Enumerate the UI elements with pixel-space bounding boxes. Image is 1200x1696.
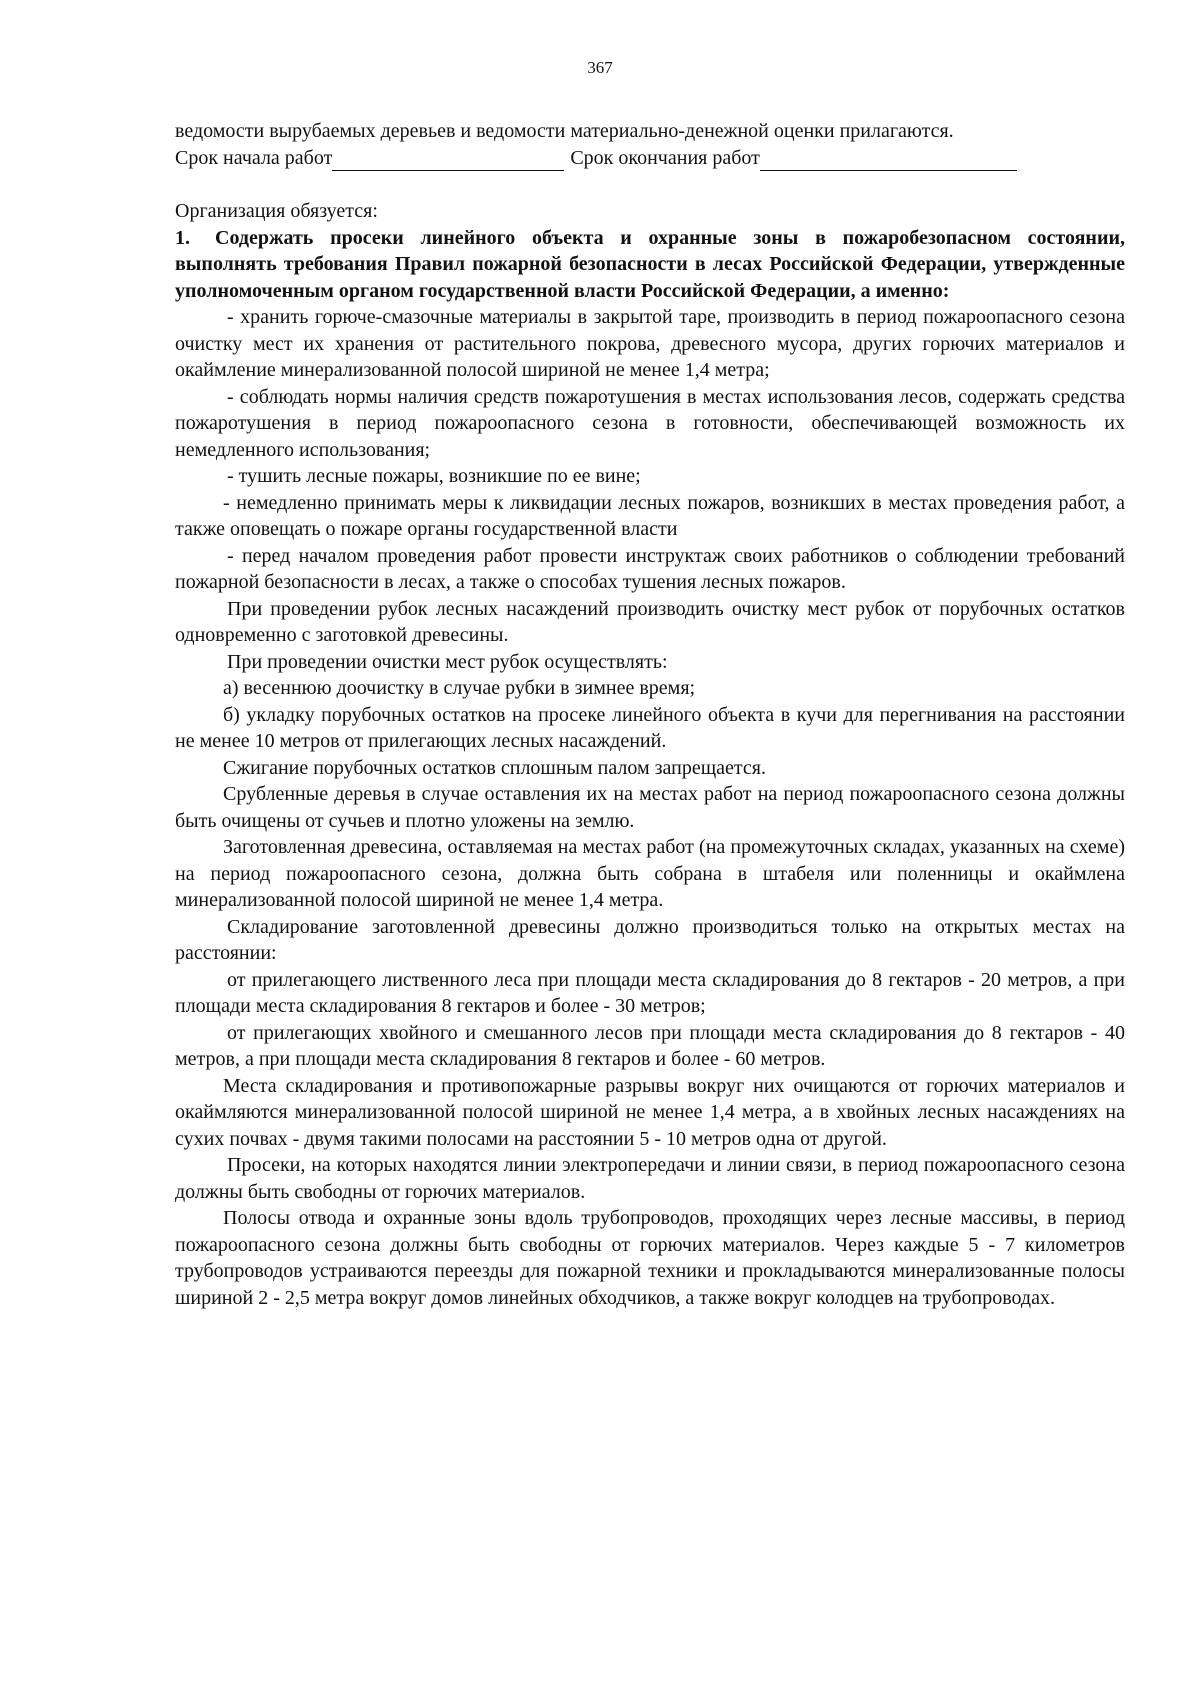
clause-text: Содержать просеки линейного объекта и охранные зоны в пожаробезопасном состоянии, выполнять требования Правил пожарной безопасности в лесах Российской Федерации, утвержденные уполномоченным органом государственной власти Российской Федерации, а именно:	[175, 226, 1125, 302]
paragraph: а) весеннюю доочистку в случае рубки в зимнее время;	[223, 677, 696, 699]
paragraph: Полосы отвода и охранные зоны вдоль трубопроводов, проходящих через лесные массивы, в период пожароопасного сезона должны быть свободны от горючих материалов. Через каждые 5 - 7 километров трубопроводов устраиваются переезды для пожарной техники и прокладываются минерализованные полосы шириной 2 - 2,5 метра вокруг домов линейных обходчиков, а также вокруг колодцев на трубопроводах.	[175, 1207, 1125, 1309]
document-body	[175, 118, 1125, 1311]
paragraph: - немедленно принимать меры к ликвидации лесных пожаров, возникших в местах проведения работ, а также оповещать о пожаре органы государственной власти	[175, 491, 1125, 540]
paragraph: Заготовленная древесина, оставляемая на местах работ (на промежуточных складах, указанных на схеме) на период пожароопасного сезона, должна быть собрана в штабеля или поленницы и окаймлена минерализованной полосой шириной не менее 1,4 метра.	[175, 836, 1125, 911]
deadline-row	[175, 145, 1125, 172]
paragraph: б) укладку порубочных остатков на просеке линейного объекта в кучи для перегнивания на расстоянии не менее 10 метров от прилегающих лесных насаждений.	[175, 703, 1125, 752]
clause-1	[175, 225, 1125, 305]
start-date-label: Срок начала работ	[175, 146, 333, 169]
paragraph: Места складирования и противопожарные разрывы вокруг них очищаются от горючих материалов и окаймляются минерализованной полосой шириной не менее 1,4 метра, а в хвойных лесных насаждениях на сухих почвах - двумя такими полосами на расстоянии 5 - 10 метров одна от другой.	[175, 1074, 1125, 1150]
paragraph: Складирование заготовленной древесины должно производиться только на открытых местах на расстоянии:	[175, 915, 1125, 964]
paragraph: При проведении рубок лесных насаждений производить очистку мест рубок от порубочных остатков одновременно с заготовкой древесины.	[175, 597, 1125, 646]
start-date-field[interactable]	[332, 150, 564, 171]
paragraph: - перед началом проведения работ провести инструктаж своих работников о соблюдении требований пожарной безопасности в лесах, а также о способах тушения лесных пожаров.	[175, 544, 1125, 593]
paragraph: Просеки, на которых находятся линии электропередачи и линии связи, в период пожароопасного сезона должны быть свободны от горючих материалов.	[175, 1154, 1125, 1203]
paragraph: от прилегающих хвойного и смешанного лесов при площади места складирования до 8 гектаров - 40 метров, а при площади места складирования 8 гектаров и более - 60 метров.	[175, 1021, 1125, 1070]
attachments-note: ведомости вырубаемых деревьев и ведомости материально-денежной оценки прилагаются.	[175, 120, 954, 142]
paragraph: Сжигание порубочных остатков сплошным палом запрещается.	[223, 756, 766, 779]
page-number: 367	[587, 58, 613, 77]
paragraph: При проведении очистки мест рубок осуществлять:	[227, 650, 668, 673]
paragraph: от прилегающего лиственного леса при площади места складирования до 8 гектаров - 20 метров, а при площади места складирования 8 гектаров и более - 30 метров;	[175, 968, 1125, 1017]
paragraph: - соблюдать нормы наличия средств пожаротушения в местах использования лесов, содержать средства пожаротушения в период пожароопасного сезона в готовности, обеспечивающей возможность их немедленного использования;	[175, 385, 1125, 461]
end-date-label: Срок окончания работ	[570, 146, 760, 169]
spacer	[175, 171, 1125, 198]
paragraph: Срубленные деревья в случае оставления их на местах работ на период пожароопасного сезона должны быть очищены от сучьев и плотно уложены на землю.	[175, 783, 1125, 832]
paragraph: - тушить лесные пожары, возникшие по ее вине;	[227, 465, 641, 487]
clause-number: 1.	[175, 226, 190, 249]
end-date-field[interactable]	[760, 150, 1017, 171]
obligations-heading: Организация обязуется:	[175, 200, 378, 222]
paragraph: - хранить горюче-смазочные материалы в закрытой таре, производить в период пожароопасного сезона очистку мест их хранения от растительного покрова, древесного мусора, других горючих материалов и окаймление минерализованной полосой шириной не менее 1,4 метра;	[175, 306, 1125, 381]
